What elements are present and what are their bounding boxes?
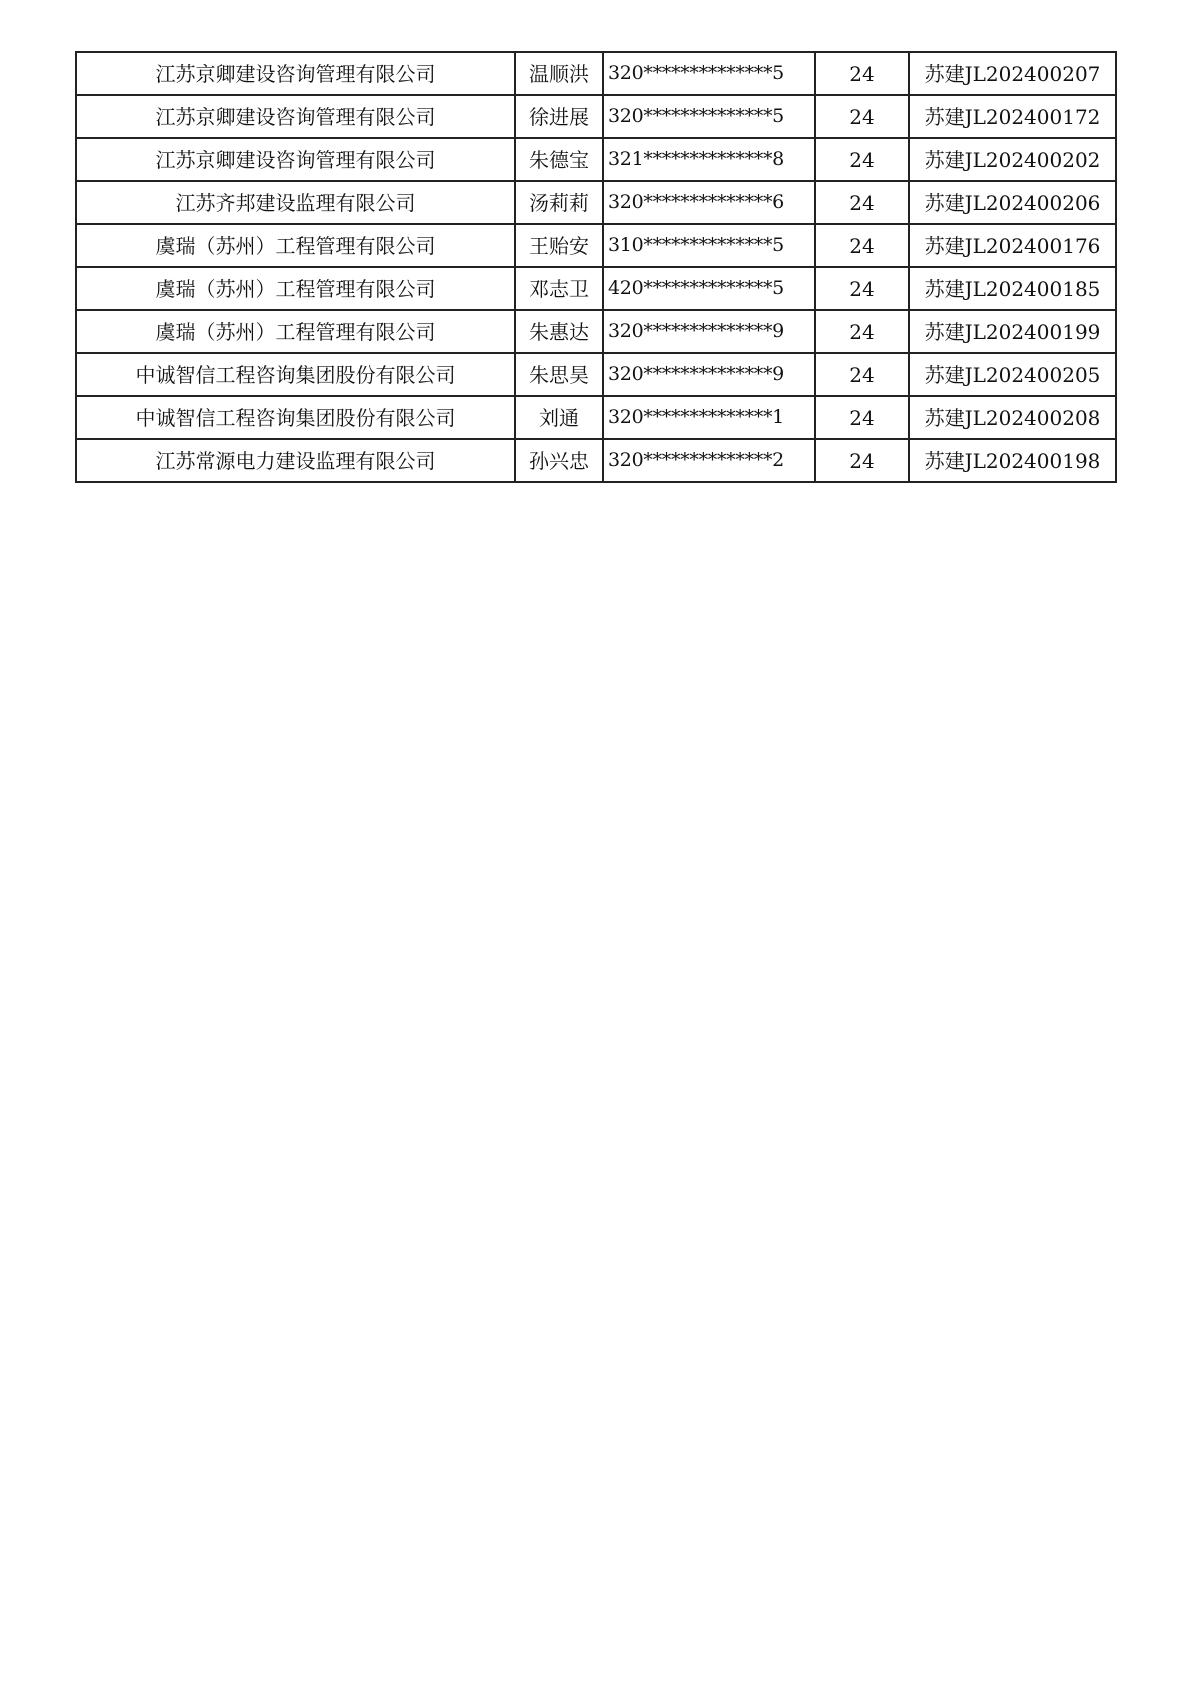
id-number-cell: 320**************5 (603, 52, 815, 95)
id-number-cell: 320**************9 (603, 353, 815, 396)
id-number-cell: 320**************5 (603, 95, 815, 138)
company-cell: 江苏京卿建设咨询管理有限公司 (76, 138, 515, 181)
table-row (76, 95, 1116, 138)
company-cell: 虞瑞（苏州）工程管理有限公司 (76, 224, 515, 267)
name-cell: 徐进展 (515, 95, 603, 138)
table-row (76, 224, 1116, 267)
hours-cell: 24 (815, 138, 909, 181)
name-cell: 朱惠达 (515, 310, 603, 353)
certificate-cell: 苏建JL202400176 (909, 224, 1116, 267)
hours-cell: 24 (815, 224, 909, 267)
company-cell: 虞瑞（苏州）工程管理有限公司 (76, 310, 515, 353)
certificate-cell: 苏建JL202400205 (909, 353, 1116, 396)
hours-cell: 24 (815, 181, 909, 224)
company-cell: 江苏常源电力建设监理有限公司 (76, 439, 515, 482)
name-cell: 汤莉莉 (515, 181, 603, 224)
table-row (76, 353, 1116, 396)
table-row (76, 310, 1116, 353)
name-cell: 王贻安 (515, 224, 603, 267)
certificate-cell: 苏建JL202400206 (909, 181, 1116, 224)
table-row (76, 396, 1116, 439)
hours-cell: 24 (815, 439, 909, 482)
company-cell: 江苏京卿建设咨询管理有限公司 (76, 95, 515, 138)
hours-cell: 24 (815, 95, 909, 138)
certificate-cell: 苏建JL202400207 (909, 52, 1116, 95)
id-number-cell: 320**************1 (603, 396, 815, 439)
certificate-cell: 苏建JL202400198 (909, 439, 1116, 482)
company-cell: 中诚智信工程咨询集团股份有限公司 (76, 353, 515, 396)
hours-cell: 24 (815, 353, 909, 396)
name-cell: 刘通 (515, 396, 603, 439)
table-row (76, 52, 1116, 95)
id-number-cell: 310**************5 (603, 224, 815, 267)
id-number-cell: 320**************6 (603, 181, 815, 224)
certificate-cell: 苏建JL202400185 (909, 267, 1116, 310)
id-number-cell: 321**************8 (603, 138, 815, 181)
certificate-cell: 苏建JL202400202 (909, 138, 1116, 181)
certificate-cell: 苏建JL202400172 (909, 95, 1116, 138)
id-number-cell: 420**************5 (603, 267, 815, 310)
company-cell: 江苏齐邦建设监理有限公司 (76, 181, 515, 224)
table-row (76, 267, 1116, 310)
company-cell: 中诚智信工程咨询集团股份有限公司 (76, 396, 515, 439)
hours-cell: 24 (815, 52, 909, 95)
certificate-cell: 苏建JL202400199 (909, 310, 1116, 353)
company-cell: 江苏京卿建设咨询管理有限公司 (76, 52, 515, 95)
hours-cell: 24 (815, 396, 909, 439)
id-number-cell: 320**************2 (603, 439, 815, 482)
personnel-table (75, 51, 1117, 483)
id-number-cell: 320**************9 (603, 310, 815, 353)
hours-cell: 24 (815, 310, 909, 353)
certificate-cell: 苏建JL202400208 (909, 396, 1116, 439)
hours-cell: 24 (815, 267, 909, 310)
table-row (76, 138, 1116, 181)
company-cell: 虞瑞（苏州）工程管理有限公司 (76, 267, 515, 310)
name-cell: 邓志卫 (515, 267, 603, 310)
table-row (76, 439, 1116, 482)
name-cell: 朱思昊 (515, 353, 603, 396)
name-cell: 孙兴忠 (515, 439, 603, 482)
name-cell: 朱德宝 (515, 138, 603, 181)
table-row (76, 181, 1116, 224)
name-cell: 温顺洪 (515, 52, 603, 95)
